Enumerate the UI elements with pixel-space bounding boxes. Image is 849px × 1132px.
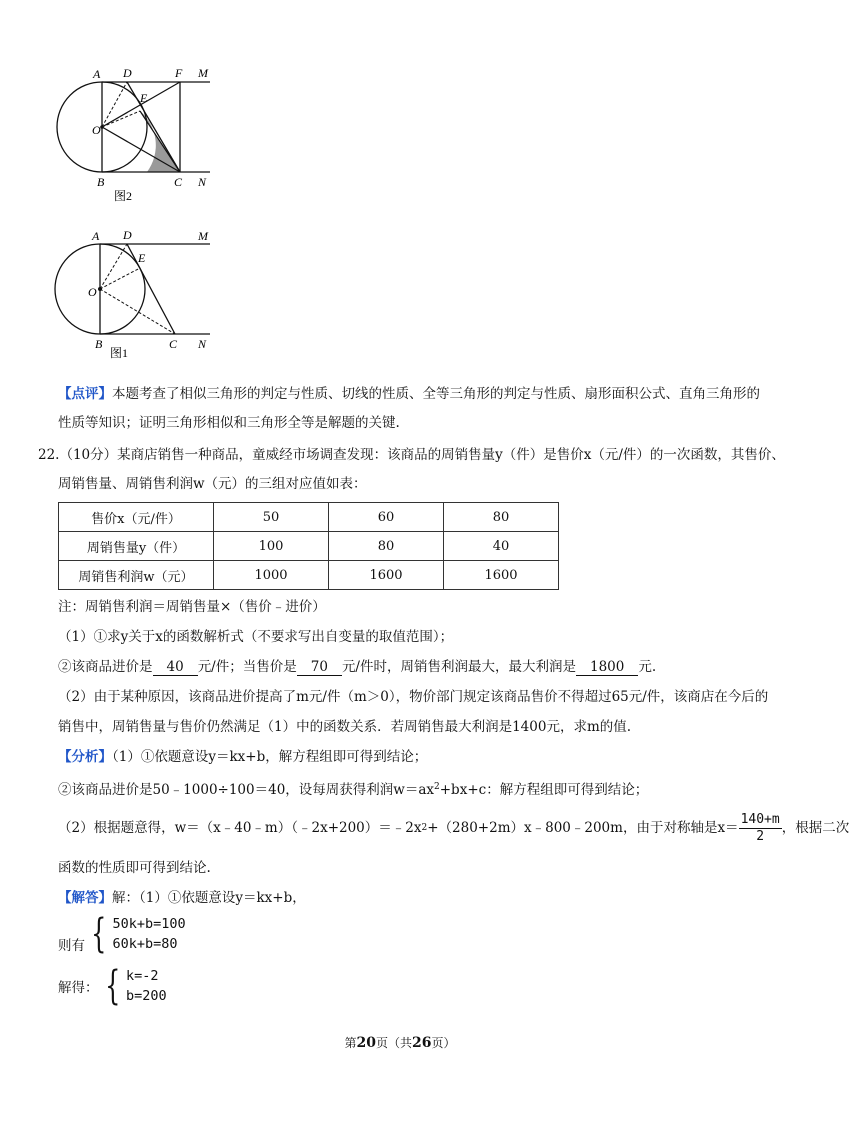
fraction-denominator: 2	[756, 828, 765, 844]
analysis-sup-2: 2	[434, 782, 440, 792]
answer-max-profit: 1800	[576, 659, 638, 676]
solution-b: b=200	[125, 988, 167, 1004]
analysis-line-1	[58, 747, 427, 767]
question-2-text-1: （2）由于某种原因，该商品进价提高了m元/件（m＞0），物价部门规定该商品售价不得超过65元/件，该商店在今后的	[58, 689, 769, 705]
total-pages: 26	[412, 1035, 432, 1051]
analysis-line-4	[58, 858, 211, 878]
question-2-text-2: 销售中，周销售量与售价仍然满足（1）中的函数关系．若周销售最大利润是1400元，求m的值.	[58, 719, 632, 735]
label-D: D	[123, 66, 132, 80]
problem-22-text-1: 22.（10分）某商店销售一种商品，童威经市场调查发现：该商品的周销售量y（件）是售价x（元/件）的一次函数，其售价、	[38, 447, 785, 463]
answer-cost-price: 40	[153, 659, 198, 676]
then-label: 则有	[58, 938, 85, 954]
review-line-2	[58, 413, 400, 433]
label-N: N	[198, 337, 207, 351]
question-1a	[58, 627, 453, 647]
table-row-header: 周销售量y（件）	[59, 532, 214, 561]
analysis-text-2a: ②该商品进价是50﹣1000÷100＝40，设每周获得利润w＝ax	[58, 782, 435, 798]
review-tag: 【点评】	[58, 386, 112, 402]
table-cell: 50	[214, 503, 329, 532]
equation-1: 50k+b=100	[112, 916, 186, 932]
solution-line-1	[58, 888, 306, 908]
analysis-text-4: 函数的性质即可得到结论.	[58, 860, 211, 876]
analysis-text-3b: +（280+2m）x﹣800﹣200m，由于对称轴是x＝	[427, 820, 739, 836]
review-line-1	[58, 384, 760, 404]
label-E: E	[140, 91, 148, 105]
label-O: O	[92, 123, 101, 137]
figure-2-svg	[52, 64, 222, 204]
question-1a-text: （1）①求y关于x的函数解析式（不要求写出自变量的取值范围）；	[58, 629, 454, 645]
analysis-text-3c: ，根据二次	[781, 820, 849, 836]
symmetry-axis-fraction	[739, 812, 782, 845]
table-cell: 1600	[329, 561, 444, 590]
solve-label: 解得：	[58, 980, 99, 996]
table-row	[59, 561, 559, 590]
label-E: E	[138, 251, 146, 265]
left-brace: {	[104, 963, 120, 1009]
solution-text-1: 解：（1）①依题意设y＝kx+b，	[112, 890, 306, 906]
answer-best-price: 70	[297, 659, 342, 676]
analysis-text-3a: （2）根据题意得，w＝（x﹣40﹣m）（﹣2x+200）＝﹣2x	[58, 820, 422, 836]
review-text-2: 性质等知识；证明三角形相似和三角形全等是解题的关键.	[58, 415, 400, 431]
q1b-pre: ②该商品进价是	[58, 659, 153, 675]
problem-22-text-2: 周销售量、周销售利润w（元）的三组对应值如表：	[58, 476, 367, 492]
label-B: B	[95, 337, 103, 351]
fraction-numerator: 140+m	[740, 811, 780, 827]
problem-22-note	[58, 597, 326, 617]
figure-1-caption: 图1	[110, 346, 129, 360]
figure-1	[52, 222, 222, 360]
note-text: 注：周销售利润＝周销售量×（售价﹣进价）	[58, 599, 326, 615]
footer-post: 页）	[431, 1036, 456, 1050]
left-brace: {	[91, 911, 107, 957]
table-cell: 80	[329, 532, 444, 561]
problem-22-line-2	[58, 474, 367, 494]
analysis-tag: 【分析】	[58, 749, 112, 765]
table-row	[59, 503, 559, 532]
figure-2	[52, 64, 222, 204]
label-F: F	[175, 66, 183, 80]
table-cell: 60	[329, 503, 444, 532]
footer-pre: 第	[344, 1036, 357, 1050]
analysis-sup-3: 2	[421, 823, 428, 833]
question-2-line-2	[58, 717, 631, 737]
label-O: O	[88, 285, 97, 299]
solution-k: k=-2	[125, 968, 159, 984]
label-D: D	[123, 228, 132, 242]
analysis-text-1: （1）①依题意设y＝kx+b，解方程组即可得到结论；	[112, 749, 428, 765]
review-text-1: 本题考查了相似三角形的判定与性质、切线的性质、全等三角形的判定与性质、扇形面积公式、直角三角形的	[112, 386, 760, 402]
table-cell: 1000	[214, 561, 329, 590]
table-row	[59, 532, 559, 561]
page-number: 20	[356, 1035, 376, 1051]
label-N: N	[198, 175, 207, 189]
price-sales-table	[58, 502, 559, 590]
q1b-mid2: 元/件时，周销售利润最大，最大利润是	[341, 659, 576, 675]
analysis-line-2	[58, 777, 648, 800]
table-row-header: 售价x（元/件）	[59, 503, 214, 532]
label-B: B	[97, 175, 105, 189]
equation-system	[58, 911, 186, 957]
table-cell: 100	[214, 532, 329, 561]
analysis-line-3	[58, 808, 849, 848]
table-cell: 1600	[444, 561, 559, 590]
problem-22-line-1	[38, 445, 785, 465]
label-M: M	[198, 229, 208, 243]
table-cell: 40	[444, 532, 559, 561]
label-A: A	[93, 67, 101, 81]
footer-mid: 页（共	[375, 1036, 412, 1050]
figure-1-svg	[52, 222, 222, 360]
page-footer	[0, 1034, 800, 1051]
analysis-text-2b: +bx+c：解方程组即可得到结论；	[439, 782, 649, 798]
label-C: C	[169, 337, 178, 351]
solution-system	[58, 963, 167, 1009]
label-A: A	[92, 229, 100, 243]
figure-2-caption: 图2	[114, 189, 133, 203]
question-2-line-1	[58, 687, 768, 707]
label-C: C	[174, 175, 183, 189]
solution-tag: 【解答】	[58, 890, 112, 906]
table-row-header: 周销售利润w（元）	[59, 561, 214, 590]
table-cell: 80	[444, 503, 559, 532]
q1b-mid1: 元/件；当售价是	[197, 659, 297, 675]
equation-2: 60k+b=80	[112, 936, 178, 952]
label-M: M	[198, 66, 208, 80]
question-1b	[58, 657, 656, 677]
q1b-post: 元.	[638, 659, 657, 675]
